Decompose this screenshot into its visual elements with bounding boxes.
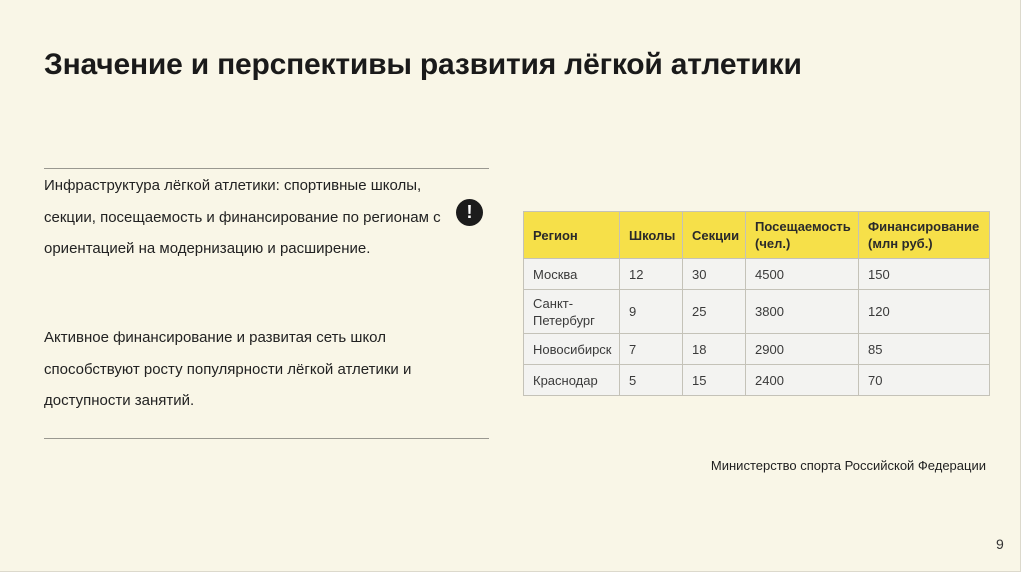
cell-region: Новосибирск	[524, 334, 620, 365]
cell-financing: 85	[859, 334, 990, 365]
cell-region: Санкт-Петербург	[524, 290, 620, 334]
cell-schools: 12	[620, 259, 683, 290]
cell-attendance: 3800	[746, 290, 859, 334]
cell-schools: 7	[620, 334, 683, 365]
header-financing: Финансирование (млн руб.)	[859, 212, 990, 259]
header-schools: Школы	[620, 212, 683, 259]
slide-title: Значение и перспективы развития лёгкой атлетики	[44, 48, 802, 81]
page-number: 9	[996, 536, 1004, 552]
header-attendance: Посещаемость (чел.)	[746, 212, 859, 259]
regions-table	[523, 211, 990, 396]
table-row	[524, 259, 990, 290]
cell-financing: 70	[859, 365, 990, 396]
cell-sections: 30	[683, 259, 746, 290]
cell-sections: 15	[683, 365, 746, 396]
regions-table-container	[523, 211, 990, 396]
paragraph-infrastructure: Инфраструктура лёгкой атлетики: спортивные школы, секции, посещаемость и финансирование по регионам с ориентацией на модернизацию и расширение.	[44, 177, 441, 257]
divider-bottom	[44, 438, 489, 439]
source-caption: Министерство спорта Российской Федерации	[710, 458, 986, 473]
table-row	[524, 365, 990, 396]
cell-attendance: 2900	[746, 334, 859, 365]
cell-financing: 150	[859, 259, 990, 290]
cell-region: Москва	[524, 259, 620, 290]
cell-attendance: 2400	[746, 365, 859, 396]
exclamation-icon: !	[456, 199, 483, 226]
cell-attendance: 4500	[746, 259, 859, 290]
paragraph-financing: Активное финансирование и развитая сеть школ способствуют росту популярности лёгкой атлетики и доступности занятий.	[44, 329, 412, 409]
table-row	[524, 290, 990, 334]
divider-top	[44, 168, 489, 169]
cell-region: Краснодар	[524, 365, 620, 396]
cell-sections: 18	[683, 334, 746, 365]
table-header-row	[524, 212, 990, 259]
cell-sections: 25	[683, 290, 746, 334]
cell-schools: 5	[620, 365, 683, 396]
cell-financing: 120	[859, 290, 990, 334]
table-row	[524, 334, 990, 365]
header-region: Регион	[524, 212, 620, 259]
cell-schools: 9	[620, 290, 683, 334]
header-sections: Секции	[683, 212, 746, 259]
